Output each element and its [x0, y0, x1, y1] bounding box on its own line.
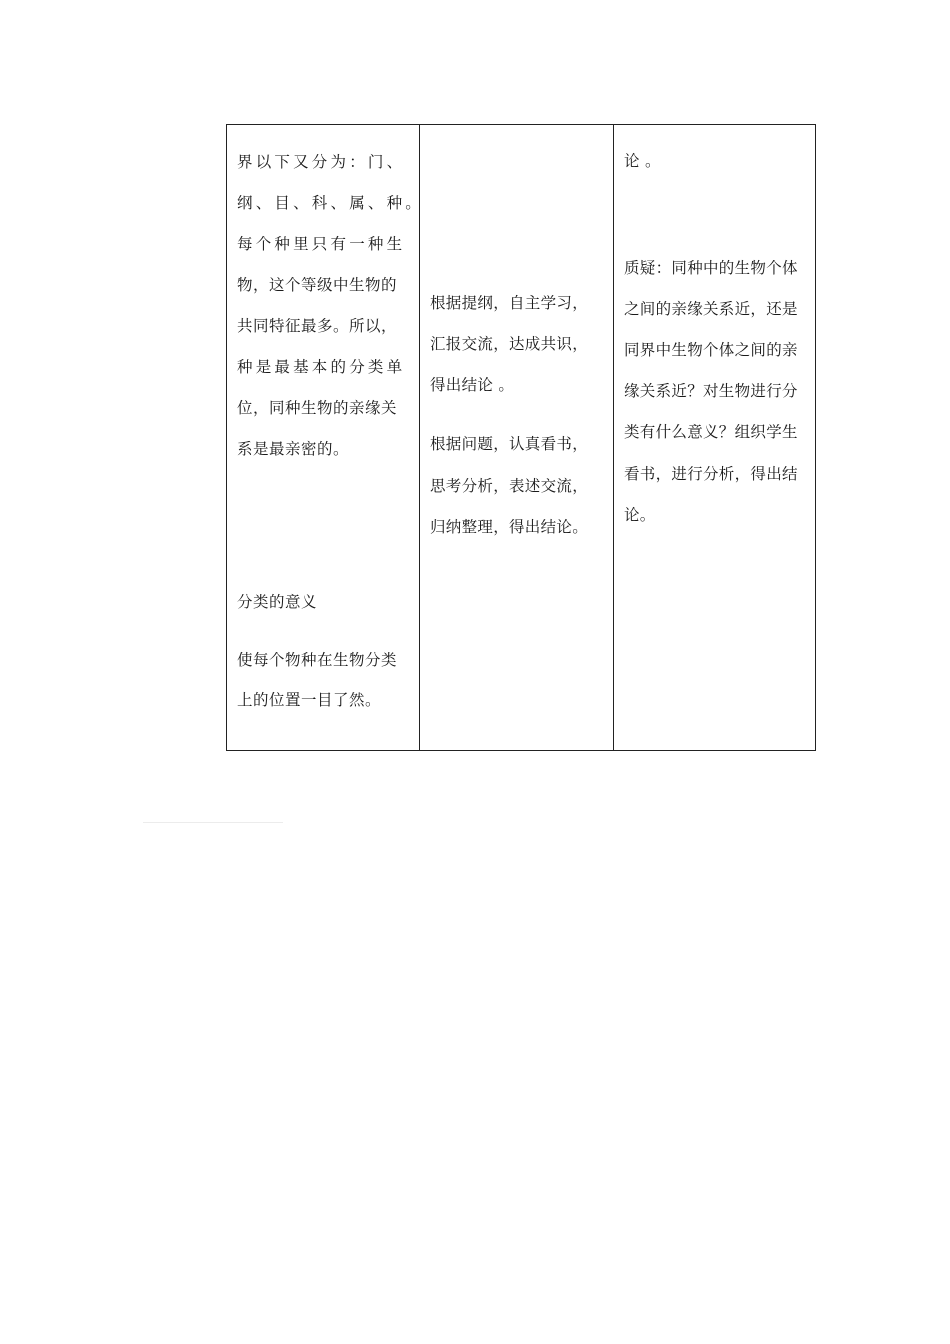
- activity-line: 根据问题，认真看书，: [430, 435, 589, 453]
- activity-line: 根据提纲，自主学习，: [430, 294, 589, 312]
- student-activity-column: [420, 125, 614, 750]
- content-line: 物，这个等级中生物的: [237, 276, 398, 294]
- activity-line: 归纳整理，得出结论。: [430, 518, 589, 536]
- content-line: 使每个物种在生物分类: [237, 651, 398, 669]
- teacher-activity-column: [614, 125, 816, 750]
- activity-line: 得出结论 。: [430, 376, 515, 394]
- content-line: 共同特征最多。所以，: [237, 317, 398, 335]
- teacher-line: 看书，进行分析，得出结: [624, 465, 798, 483]
- teacher-line: 质疑：同种中的生物个体: [624, 259, 798, 277]
- teacher-line: 论 。: [624, 152, 661, 170]
- teacher-line: 类有什么意义？组织学生: [624, 423, 798, 441]
- teacher-line: 之间的亲缘关系近，还是: [624, 300, 798, 318]
- content-line: 位，同种生物的亲缘关: [237, 399, 398, 417]
- content-line: 每个种里只有一种生: [237, 235, 406, 253]
- content-line: 上的位置一目了然。: [237, 691, 382, 709]
- content-line: 纲、目、科、属、种。: [237, 194, 425, 212]
- teacher-line: 缘关系近？对生物进行分: [624, 382, 798, 400]
- content-line: 种是最基本的分类单: [237, 358, 406, 376]
- activity-line: 思考分析，表述交流，: [430, 477, 589, 495]
- teacher-line: 同界中生物个体之间的亲: [624, 341, 798, 359]
- content-line: 界以下又分为：门、: [237, 153, 406, 171]
- content-line: 系是最亲密的。: [237, 440, 350, 458]
- lesson-table: [226, 124, 816, 751]
- activity-line: 汇报交流，达成共识，: [430, 335, 589, 353]
- section-heading: 分类的意义: [237, 593, 318, 611]
- divider: [143, 822, 283, 823]
- content-column: [227, 125, 425, 750]
- teacher-line: 论。: [624, 506, 656, 524]
